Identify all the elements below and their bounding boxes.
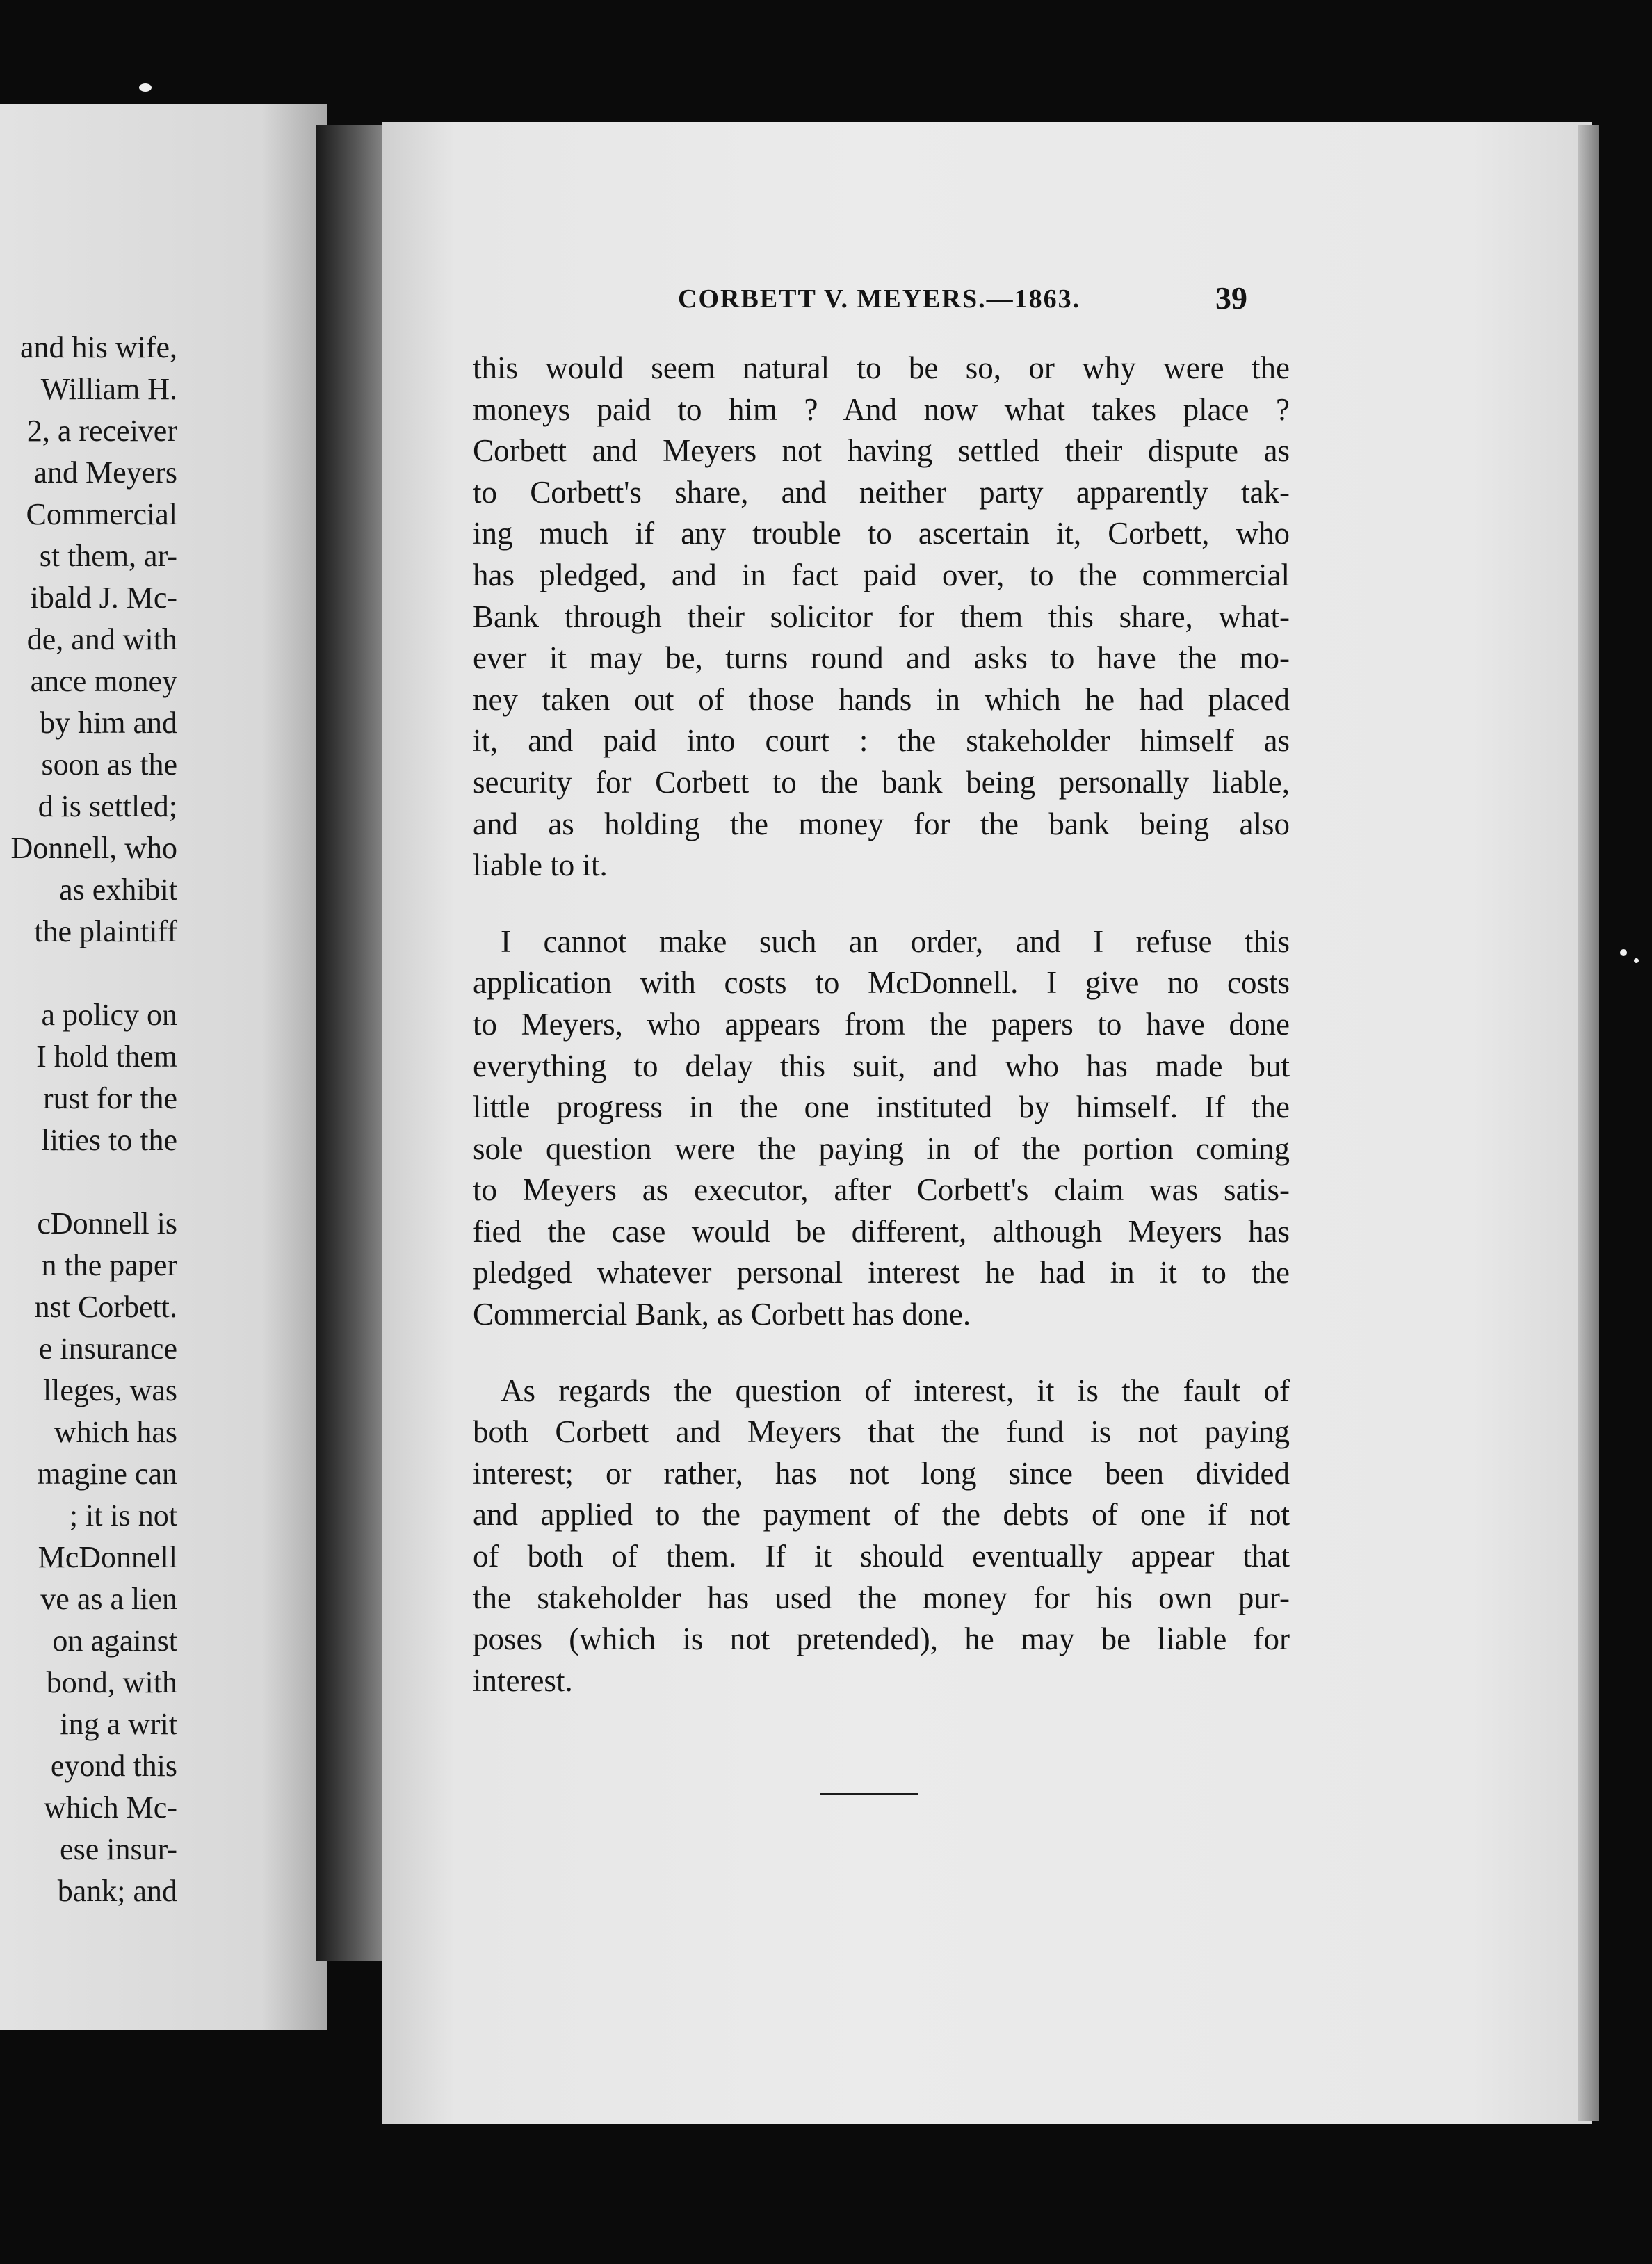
page-number: 39 [1215, 280, 1247, 316]
left-page-line: which Mc- [44, 1790, 177, 1825]
left-page-line: bank; and [57, 1874, 177, 1908]
section-rule [820, 1793, 918, 1795]
text-line: has pledged, and in fact paid over, to the commercial [473, 557, 1290, 592]
left-page-line: lleges, was [42, 1373, 177, 1407]
left-page-line: de, and with [26, 622, 177, 656]
left-page-line: a policy on [41, 998, 177, 1032]
text-line: of both of them. If it should eventually appear that [473, 1539, 1290, 1574]
left-page-line: n the paper [41, 1248, 177, 1282]
left-page-line: the plaintiff [34, 914, 177, 948]
text-line: Commercial Bank, as Corbett has done. [473, 1297, 971, 1332]
left-page-line: Commercial [26, 497, 177, 531]
paragraph [473, 921, 1290, 1336]
book-gutter [316, 125, 386, 1961]
text-line: interest. [473, 1663, 573, 1698]
text-line: and as holding the money for the bank being also [473, 806, 1290, 841]
text-line: pledged whatever personal interest he had in it to the [473, 1255, 1290, 1291]
text-line: both Corbett and Meyers that the fund is not paying [473, 1414, 1290, 1450]
specks [1620, 949, 1627, 956]
paragraph-gap [473, 1336, 1290, 1370]
text-line: it, and paid into court : the stakeholder himself as [473, 723, 1290, 759]
text-line: Corbett and Meyers not having settled their dispute as [473, 433, 1290, 469]
text-line: ing much if any trouble to ascertain it, Corbett, who [473, 516, 1290, 551]
left-page-line: McDonnell [38, 1540, 177, 1574]
text-line: ney taken out of those hands in which he had placed [473, 681, 1290, 717]
left-page-line: ibald J. Mc- [30, 581, 177, 615]
left-page-line: William H. [40, 372, 177, 406]
left-page-line: which has [54, 1415, 177, 1449]
text-line: I cannot make such an order, and I refuse this [501, 923, 1290, 959]
left-page-line: 2, a receiver [26, 414, 177, 448]
left-page-line: cDonnell is [37, 1206, 177, 1240]
text-line: interest; or rather, has not long since been divided [473, 1455, 1290, 1491]
text-line: little progress in the one instituted by himself. If the [473, 1090, 1290, 1125]
specks [139, 83, 152, 92]
left-page-line: soon as the [41, 747, 177, 782]
paragraph [473, 1370, 1290, 1702]
text-line: Bank through their solicitor for them this share, what- [473, 599, 1290, 634]
text-line: ever it may be, turns round and asks to have the mo- [473, 640, 1290, 676]
text-line: fied the case would be different, although Meyers has [473, 1213, 1290, 1249]
text-line: to Meyers as executor, after Corbett's claim was satis- [473, 1172, 1290, 1208]
left-page-line: and Meyers [33, 455, 177, 490]
left-page-line: st them, ar- [39, 539, 177, 573]
left-page [0, 104, 327, 2030]
left-page-line: as exhibit [59, 873, 177, 907]
text-line: sole question were the paying in of the portion coming [473, 1131, 1290, 1166]
text-line: everything to delay this suit, and who has made but [473, 1048, 1290, 1083]
text-line: to Corbett's share, and neither party apparently tak- [473, 474, 1290, 510]
paragraph-gap [473, 887, 1290, 921]
left-page-line: ve as a lien [40, 1582, 177, 1616]
body-text [473, 348, 1290, 1701]
left-page-line: lities to the [41, 1123, 177, 1157]
page-edge [1578, 125, 1599, 2121]
text-line: to Meyers, who appears from the papers to have done [473, 1006, 1290, 1042]
running-header: CORBETT V. MEYERS.—1863. [678, 284, 1081, 314]
left-page-line: Donnell, who [10, 831, 177, 865]
text-line: liable to it. [473, 848, 608, 883]
text-line: poses (which is not pretended), he may be liable for [473, 1622, 1290, 1657]
left-page-line: bond, with [46, 1665, 177, 1699]
text-line: the stakeholder has used the money for his own pur- [473, 1580, 1290, 1615]
left-page-line: I hold them [36, 1040, 177, 1074]
paragraph [473, 348, 1290, 887]
text-line: and applied to the payment of the debts of one if not [473, 1497, 1290, 1533]
text-line: moneys paid to him ? And now what takes place ? [473, 391, 1290, 427]
left-page-line: on against [52, 1624, 177, 1658]
left-page-line: and his wife, [19, 330, 177, 364]
left-page-line: e insurance [38, 1332, 177, 1366]
text-line: application with costs to McDonnell. I give no costs [473, 965, 1290, 1001]
left-page-line: nst Corbett. [34, 1290, 177, 1324]
left-page-line: ing a writ [60, 1707, 177, 1741]
left-page-line: ; it is not [69, 1498, 177, 1533]
left-page-line: ance money [30, 664, 177, 698]
specks [1634, 958, 1639, 963]
left-page-line: magine can [37, 1457, 177, 1491]
left-page-line: ese insur- [60, 1832, 177, 1866]
left-page-line: d is settled; [38, 789, 177, 823]
left-page-line: by him and [40, 706, 177, 740]
text-line: As regards the question of interest, it is the fault of [501, 1373, 1290, 1408]
text-line: security for Corbett to the bank being personally liable, [473, 764, 1290, 800]
left-page-line: eyond this [50, 1749, 177, 1783]
text-line: this would seem natural to be so, or why were the [473, 350, 1290, 385]
left-page-line: rust for the [42, 1081, 177, 1115]
